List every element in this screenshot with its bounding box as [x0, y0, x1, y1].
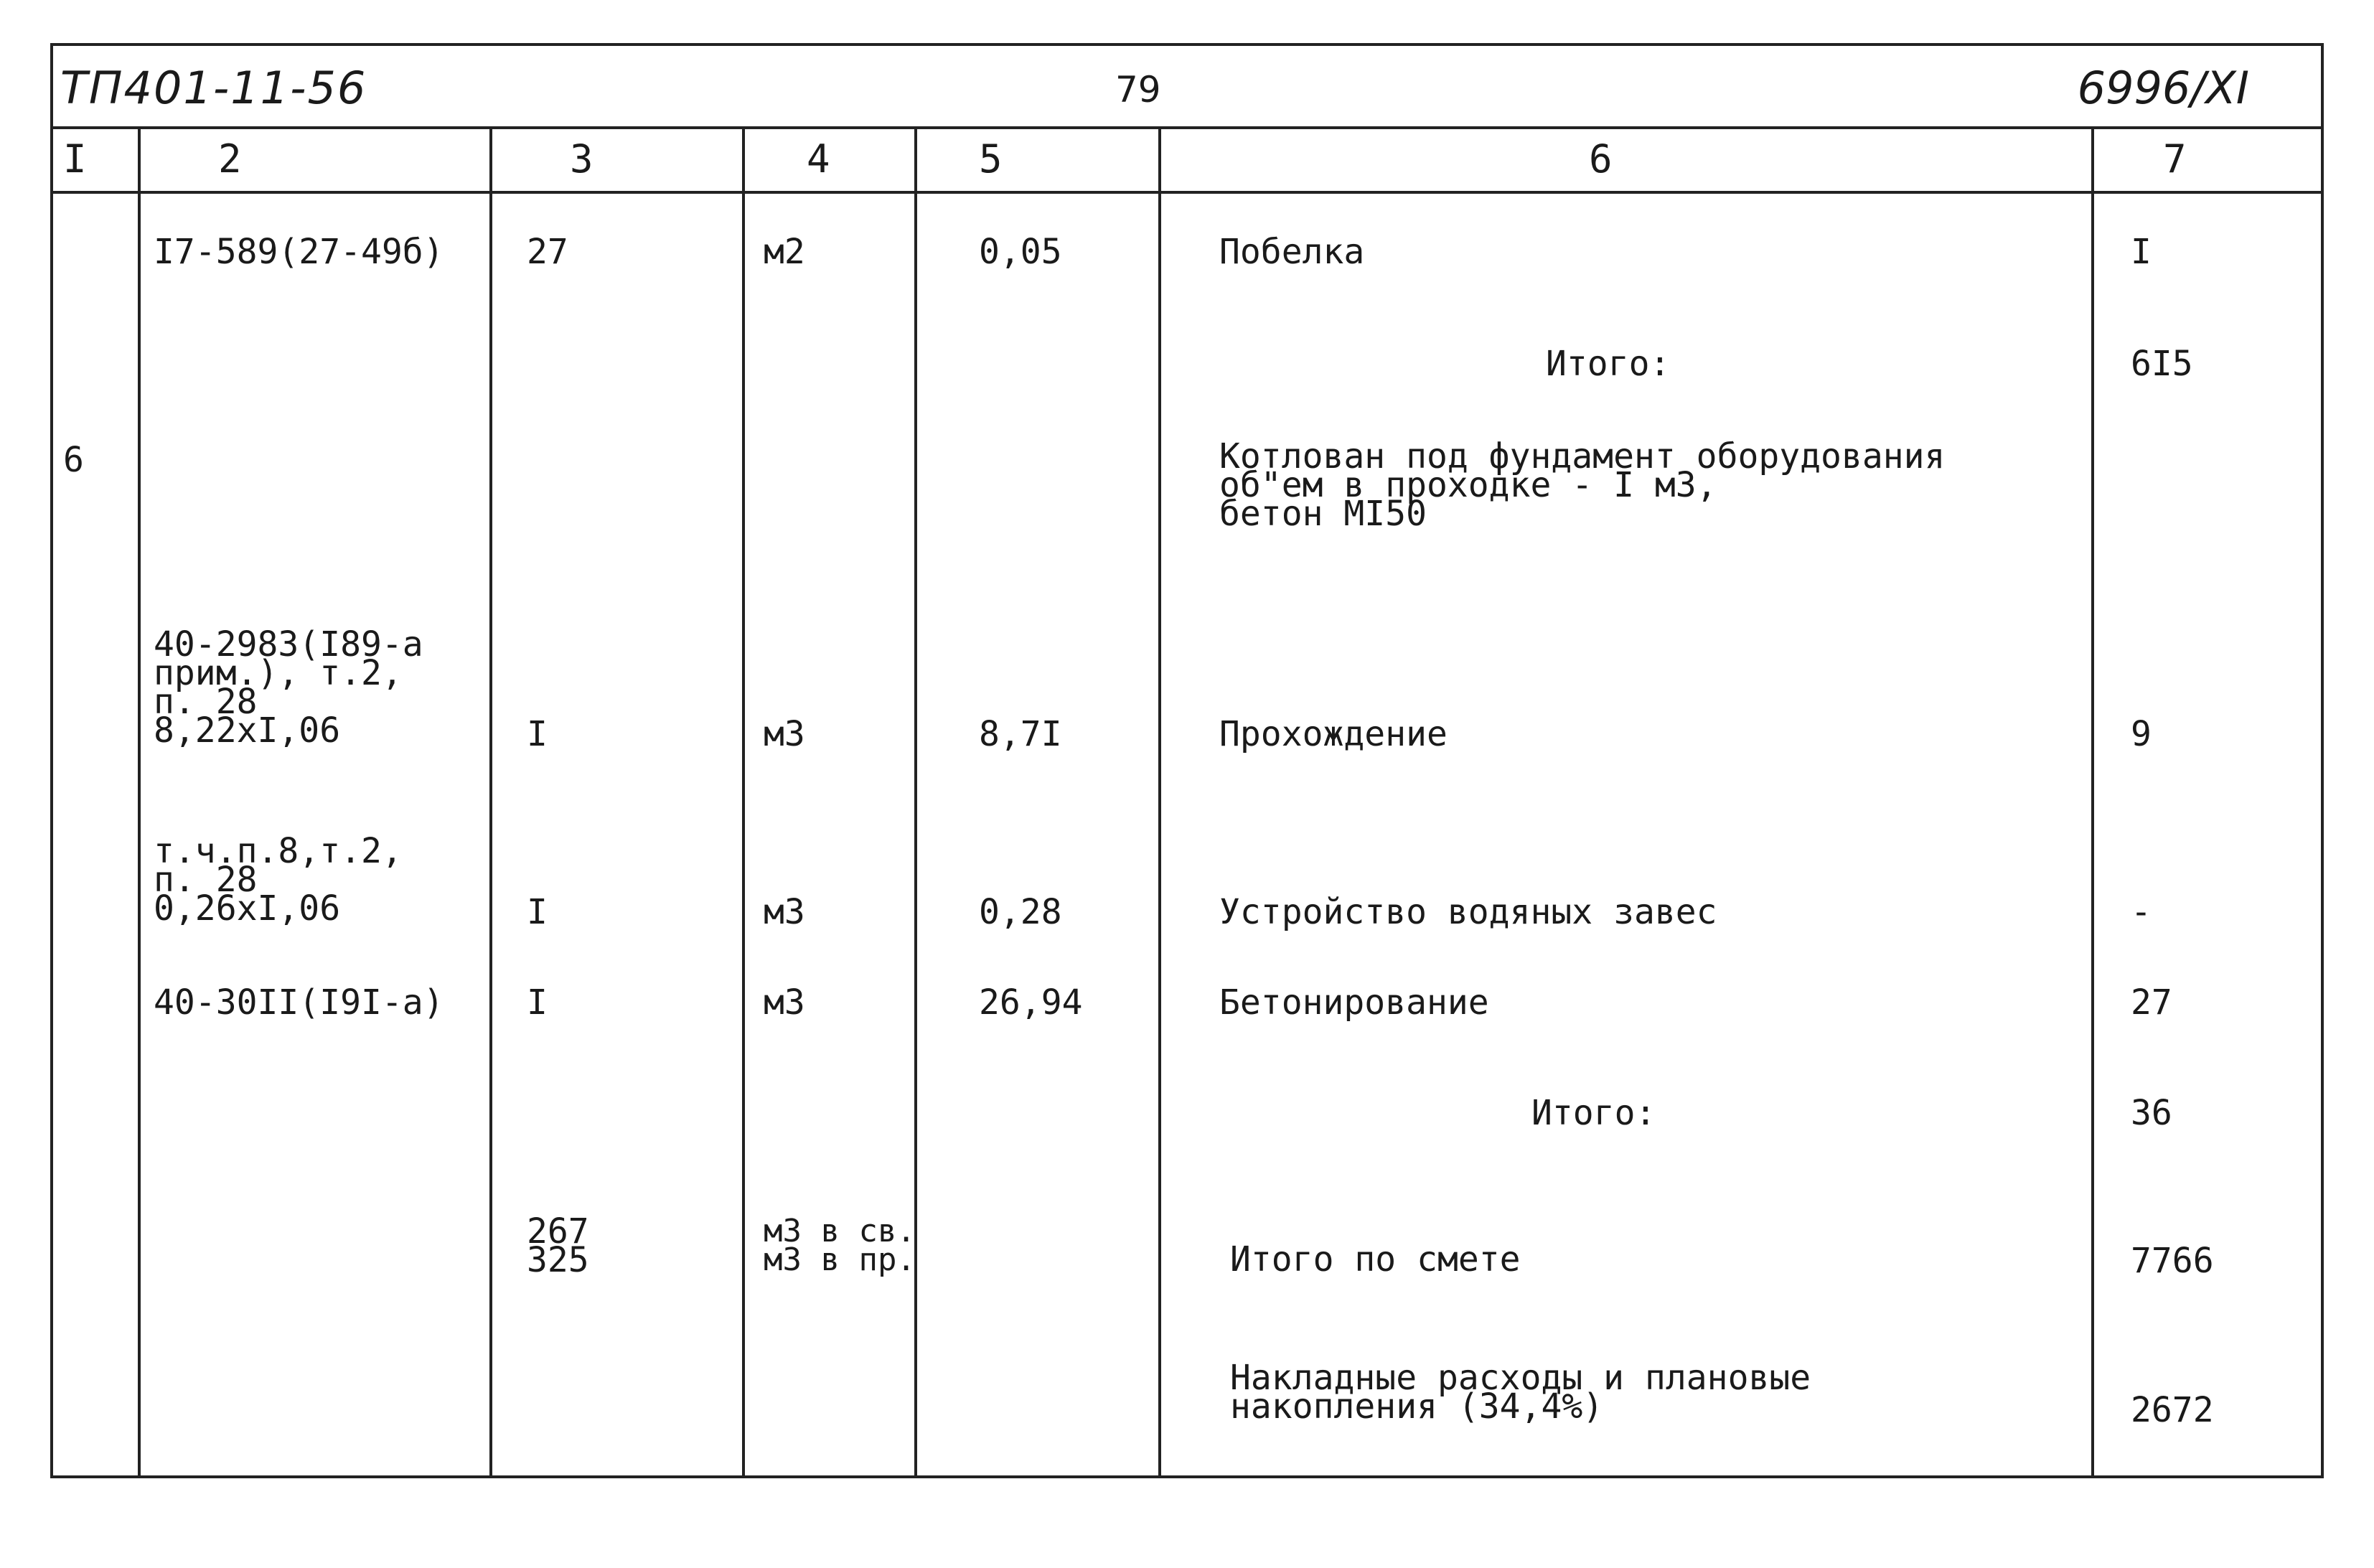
estimate-total-label: Итого по смете [1230, 1239, 1521, 1280]
table-cell-unit: м3 [764, 714, 805, 754]
table-cell-total: 27 [2131, 982, 2172, 1023]
column-divider [138, 126, 141, 1475]
overhead-value: 2672 [2131, 1390, 2214, 1430]
table-cell-description: Устройство водяных завес [1219, 892, 1717, 932]
table-cell-code: т.ч.п.8,т.2, п. 28 0,26xI,06 [154, 831, 403, 929]
subtotal-label: Итого: [1546, 344, 1671, 384]
project-code: ТП401-11-56 [60, 62, 367, 114]
table-cell-description: Побелка [1219, 232, 1365, 272]
page-number: 79 [1115, 69, 1161, 111]
table-cell-total: - [2131, 892, 2152, 932]
subtotal-value: 36 [2131, 1093, 2172, 1133]
table-cell-unit: м3 [764, 982, 805, 1023]
table-cell-code: I7-589(27-49б) [154, 232, 444, 272]
column-header-5: 5 [979, 136, 1003, 182]
table-cell-rate: 26,94 [979, 982, 1083, 1023]
column-header-row [53, 126, 2321, 194]
table-cell-code: 40-2983(I89-а прим.), т.2, п. 28 8,22xI,06 [154, 624, 423, 751]
table-cell-total: I [2131, 232, 2152, 272]
section-number: 6 [63, 440, 84, 480]
column-header-3: 3 [570, 136, 594, 182]
estimate-sheet [50, 43, 2324, 1478]
table-cell-unit: м2 [764, 232, 805, 272]
column-header-2: 2 [218, 136, 242, 182]
table-cell-quantity: 27 [527, 232, 568, 272]
table-cell-total: 9 [2131, 714, 2152, 754]
table-cell-quantity: I [527, 982, 548, 1023]
table-cell-unit: м3 в св. м3 в пр. [764, 1213, 916, 1278]
sheet-header [53, 46, 2321, 129]
section-title: Котлован под фундамент оборудования об"ем в проходке - I м3, бетон MI50 [1219, 436, 1946, 534]
column-divider [742, 126, 745, 1475]
column-header-4: 4 [807, 136, 830, 182]
table-cell-rate: 0,28 [979, 892, 1062, 932]
table-cell-rate: 8,7I [979, 714, 1062, 754]
column-header-7: 7 [2163, 136, 2187, 182]
table-cell-rate: 0,05 [979, 232, 1062, 272]
column-header-1: I [63, 136, 87, 182]
table-cell-quantity: I [527, 714, 548, 754]
column-divider [2091, 126, 2094, 1475]
column-divider [489, 126, 492, 1475]
sheet-code: 6996/XI [2077, 62, 2249, 114]
column-header-6: 6 [1589, 136, 1613, 182]
table-cell-description: Прохождение [1219, 714, 1448, 754]
table-cell-quantity: 267 325 [527, 1211, 589, 1280]
overhead-label: Накладные расходы и плановые накопления (34,4%) [1230, 1358, 1811, 1427]
table-cell-unit: м3 [764, 892, 805, 932]
column-divider [1158, 126, 1161, 1475]
subtotal-label: Итого: [1531, 1093, 1656, 1133]
table-cell-description: Бетонирование [1219, 982, 1489, 1023]
table-cell-quantity: I [527, 892, 548, 932]
estimate-total-value: 7766 [2131, 1241, 2214, 1281]
table-cell-code: 40-30II(I9I-а) [154, 982, 444, 1023]
subtotal-value: 6I5 [2131, 344, 2193, 384]
